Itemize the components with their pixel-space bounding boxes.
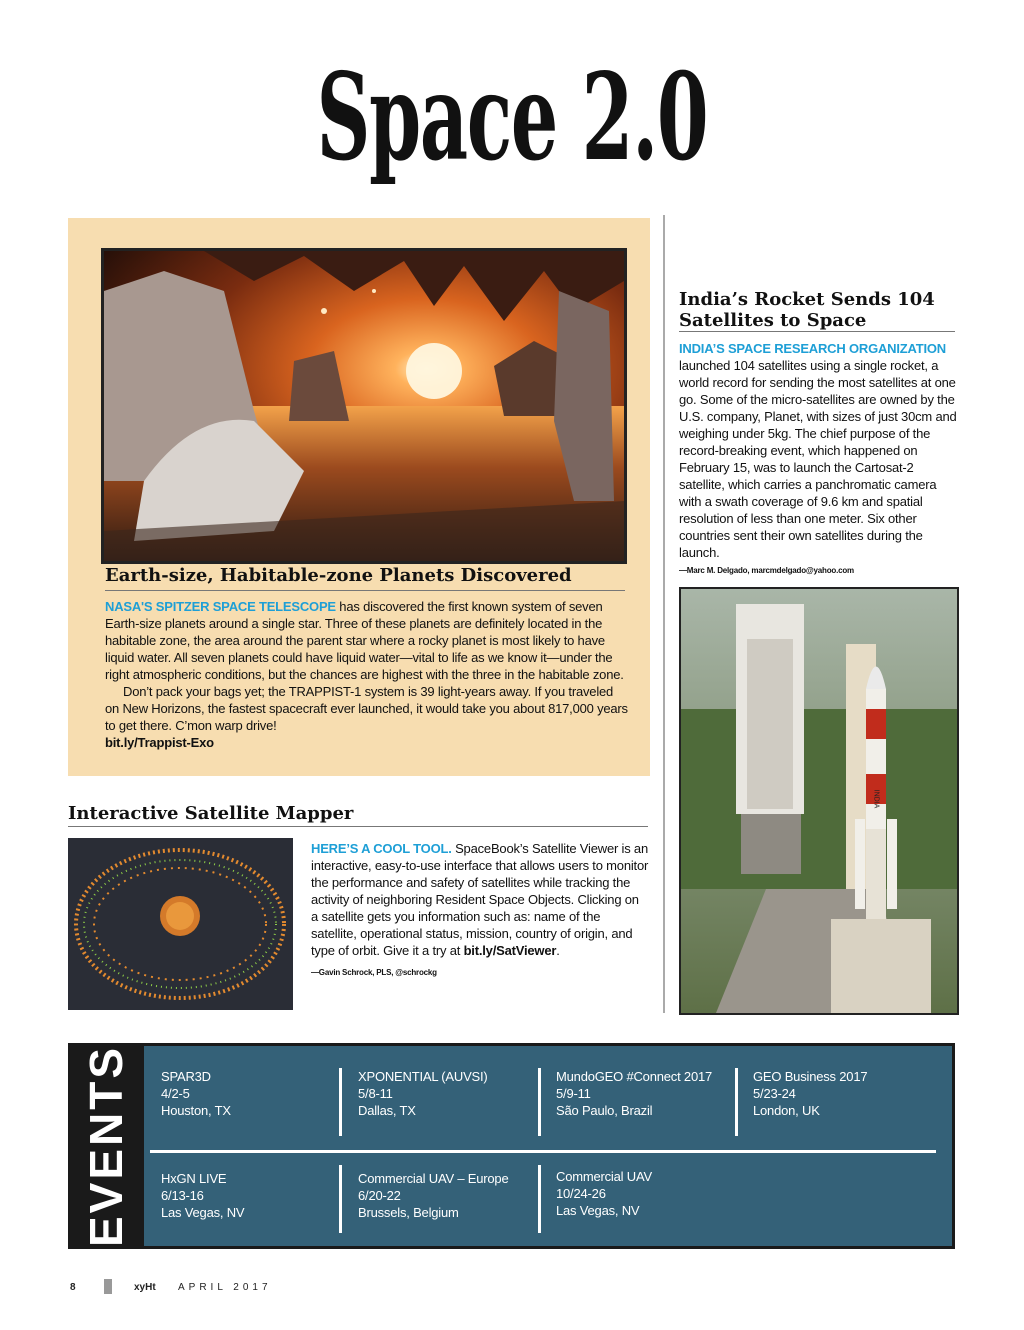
event-item (358, 1068, 488, 1119)
event-place: Las Vegas, NV (556, 1203, 640, 1218)
event-name: MundoGEO #Connect 2017 (556, 1069, 713, 1084)
event-name: HxGN LIVE (161, 1171, 227, 1186)
india-heading-rule (679, 331, 955, 332)
india-credit: —Marc M. Delgado, marcmdelgado@yahoo.com (679, 566, 854, 575)
event-date: 4/2-5 (161, 1086, 190, 1101)
events-label-text: EVENTS (80, 1044, 132, 1248)
mapper-body: SpaceBook’s Satellite Viewer is an interactive, easy-to-use interface that allows users to monitor the performance and safety of satellites while tracking the activity of neighboring Resident Space Objects. Clicking on a satellite gets you information such as: name of the satellite, operational status, mission, country of origin, and type of orbit. Give it a try at (311, 841, 649, 958)
india-body: launched 104 satellites using a single rocket, a world record for sending the most satellites at one go. Some of the micro-satellites are owned by the U.S. company, Planet, with sizes of just 30cm and weighing under 5kg. The chief purpose of the record-breaking event, which happened on February 15, was to launch the Cartosat-2 satellite, which carries a panchromatic camera with a swath coverage of 9.6 km and spatial resolution of less than one meter. Six other countries sent their own satellites during the launch. (679, 358, 957, 560)
event-place: Houston, TX (161, 1103, 231, 1118)
satellite-orbit-graphic (68, 838, 293, 1010)
planet-surface-image (104, 251, 624, 561)
mapper-tail: . (556, 943, 560, 958)
event-date: 6/20-22 (358, 1188, 401, 1203)
event-place: Dallas, TX (358, 1103, 416, 1118)
events-row-separator (150, 1150, 936, 1153)
event-item (556, 1068, 712, 1119)
mapper-credit: —Gavin Schrock, PLS, @schrockg (311, 968, 437, 977)
trappist-paragraph-2: Don’t pack your bags yet; the TRAPPIST-1 system is 39 light-years away. If you traveled on New Horizons, the fastest spacecraft ever launched, it would take you about 817,000 years to get there. C’mon warp drive! (105, 684, 628, 733)
india-lead: INDIA’S SPACE RESEARCH ORGANIZATION (679, 341, 946, 356)
event-item (753, 1068, 867, 1119)
mapper-heading-rule (68, 826, 648, 827)
trappist-heading: Earth-size, Habitable-zone Planets Discovered (105, 565, 572, 586)
event-item (161, 1170, 244, 1221)
trappist-illustration (101, 248, 627, 564)
footer-bar (104, 1279, 112, 1294)
india-heading: India’s Rocket Sends 104 Satellites to Space (679, 289, 935, 331)
events-label (68, 1043, 144, 1249)
event-name: GEO Business 2017 (753, 1069, 868, 1084)
trappist-article (105, 598, 630, 751)
event-date: 6/13-16 (161, 1188, 204, 1203)
event-place: London, UK (753, 1103, 820, 1118)
event-item (556, 1168, 652, 1219)
event-date: 5/23-24 (753, 1086, 796, 1101)
rocket-launch-photo (679, 587, 959, 1015)
mapper-heading: Interactive Satellite Mapper (68, 803, 354, 824)
rocket-launchpad-graphic (681, 589, 957, 1013)
mapper-lead: HERE’S A COOL TOOL. (311, 841, 452, 856)
trappist-paragraph-1 (105, 598, 630, 683)
event-divider (735, 1068, 738, 1136)
event-divider (538, 1068, 541, 1136)
column-divider (663, 215, 665, 1013)
india-article (679, 340, 959, 579)
magazine-name: xyHt (134, 1282, 156, 1293)
issue-date: APRIL 2017 (178, 1282, 272, 1293)
trappist-body: has discovered the first known system of seven Earth-size planets around a single star. Three of these planets are definitely located in the habitable zone, the area around the parent star where a rocky planet is most likely to have liquid water. All seven planets could have liquid water—vital to life as we know it—under the right atmospheric conditions, but the chances are highest with the three in the habitable zone. (105, 599, 624, 682)
event-name: SPAR3D (161, 1069, 211, 1084)
event-divider (339, 1068, 342, 1136)
satellite-map-image (68, 838, 293, 1010)
event-name: Commercial UAV (556, 1169, 652, 1184)
event-place: Las Vegas, NV (161, 1205, 245, 1220)
satviewer-link[interactable]: bit.ly/SatViewer (463, 943, 557, 958)
event-name: XPONENTIAL (AUVSI) (358, 1069, 488, 1084)
event-date: 10/24-26 (556, 1186, 606, 1201)
page-title: Space 2.0 (316, 47, 708, 188)
trappist-lead: NASA'S SPITZER SPACE TELESCOPE (105, 599, 336, 614)
event-item (161, 1068, 231, 1119)
mapper-article (311, 840, 649, 981)
event-date: 5/9-11 (556, 1086, 591, 1101)
event-place: São Paulo, Brazil (556, 1103, 653, 1118)
event-name: Commercial UAV – Europe (358, 1171, 509, 1186)
event-place: Brussels, Belgium (358, 1205, 459, 1220)
mapper-paragraph (311, 840, 649, 959)
trappist-link[interactable]: bit.ly/Trappist-Exo (105, 735, 214, 750)
event-divider (538, 1165, 541, 1233)
event-divider (339, 1165, 342, 1233)
rocket-india-label: INDIA (872, 789, 880, 809)
event-item (358, 1170, 509, 1221)
trappist-heading-rule (105, 590, 625, 591)
event-date: 5/8-11 (358, 1086, 393, 1101)
page-number: 8 (70, 1282, 76, 1293)
